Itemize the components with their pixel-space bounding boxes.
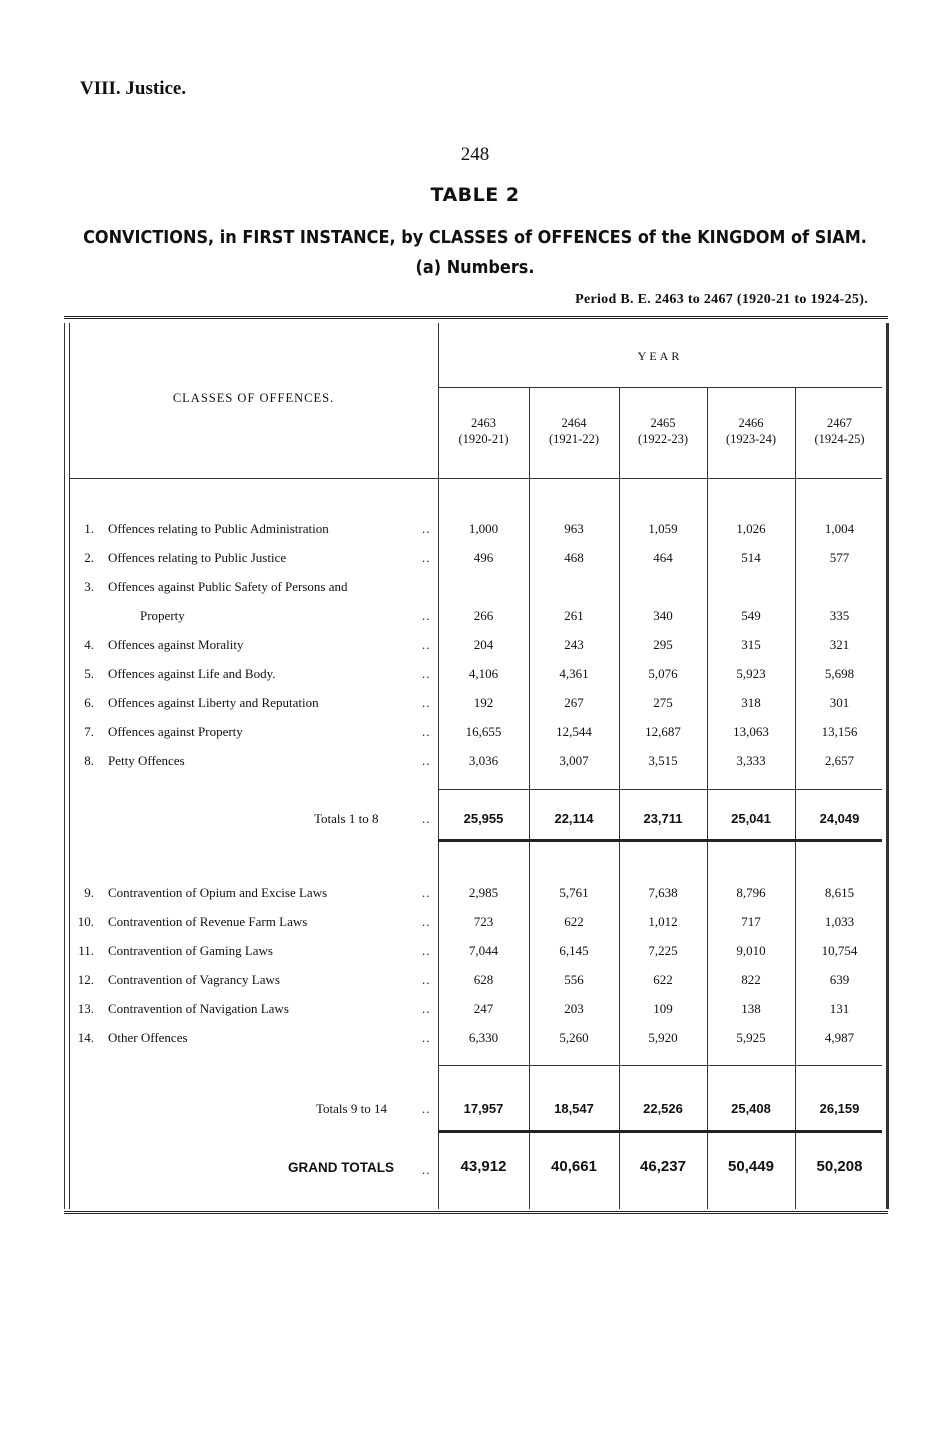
row-number: 10. <box>77 914 94 929</box>
left-border-inner <box>69 323 70 1209</box>
row-number: 14. <box>77 1030 94 1045</box>
row-number: 6. <box>84 695 94 710</box>
table-cell: 7,225 <box>648 943 678 958</box>
table-cell: 295 <box>653 637 673 652</box>
year-ad: (1924-25) <box>814 432 865 446</box>
table-cell: 4,106 <box>468 666 499 681</box>
table-cell: 717 <box>741 914 761 929</box>
table-cell: 3,515 <box>648 753 678 768</box>
row-number: 7. <box>84 724 94 739</box>
row-number: 13. <box>77 1001 94 1016</box>
offence-class-label: Contravention of Vagrancy Laws <box>108 972 280 987</box>
table-cell: 5,076 <box>648 666 678 681</box>
year-be: 2465 <box>650 416 676 430</box>
offence-class-label: Offences against Public Safety of Persons and <box>108 579 348 594</box>
leader-dots: .. <box>422 753 431 768</box>
table-cell: 8,615 <box>824 885 855 900</box>
row-number: 1. <box>84 521 94 536</box>
leader-dots: .. <box>422 695 431 710</box>
year-column-border <box>795 387 796 1209</box>
year-column-header <box>529 415 619 447</box>
row-number: 5. <box>84 666 94 681</box>
table-cell: 3,036 <box>468 753 499 768</box>
offence-class-label: Offences against Liberty and Reputation <box>108 695 319 710</box>
totals-1-to-8-cell: 22,114 <box>554 811 594 826</box>
grand-totals-cell: 50,208 <box>816 1158 863 1175</box>
totals-1-to-8-label: Totals 1 to 8 <box>314 811 379 826</box>
offence-class-label: Offences against Morality <box>108 637 244 652</box>
year-label: YEAR <box>637 349 683 363</box>
year-column-header <box>619 415 707 447</box>
table-cell: 514 <box>741 550 761 565</box>
table-cell: 5,698 <box>824 666 855 681</box>
table-cell: 3,333 <box>736 753 766 768</box>
table-cell: 192 <box>473 695 494 710</box>
leader-dots: .. <box>422 724 431 739</box>
table-cell: 247 <box>473 1001 494 1016</box>
table-cell: 577 <box>829 550 850 565</box>
year-rule <box>438 387 882 388</box>
year-column-border <box>619 387 620 1209</box>
table-cell: 203 <box>564 1001 584 1016</box>
table-cell: 1,026 <box>736 521 766 536</box>
totals-rule <box>438 839 882 842</box>
right-border <box>886 323 889 1209</box>
grand-totals-label: GRAND TOTALS <box>288 1160 394 1175</box>
grand-totals-cell: 40,661 <box>551 1158 597 1175</box>
table-cell: 5,260 <box>559 1030 589 1045</box>
table-cell: 5,761 <box>559 885 589 900</box>
table-cell: 5,923 <box>736 666 766 681</box>
table-cell: 4,987 <box>824 1030 855 1045</box>
totals-9-to-14-cell: 18,547 <box>554 1101 594 1116</box>
table-cell: 13,063 <box>733 724 769 739</box>
year-column-border <box>529 387 530 1209</box>
section-heading: VIII. Justice. <box>80 78 187 99</box>
totals-1-to-8-cell: 23,711 <box>643 811 683 826</box>
row-number: 11. <box>78 943 94 958</box>
totals-rule <box>438 1130 882 1133</box>
leader-dots: .. <box>422 972 431 987</box>
table-cell: 12,544 <box>556 724 592 739</box>
table-cell: 496 <box>473 550 494 565</box>
table-cell: 13,156 <box>821 724 858 739</box>
table-cell: 2,657 <box>824 753 855 768</box>
year-be: 2467 <box>827 416 852 430</box>
table-cell: 131 <box>829 1001 850 1016</box>
offence-class-label: Offences relating to Public Justice <box>108 550 287 565</box>
table-cell: 318 <box>741 695 761 710</box>
totals-9-to-14-label: Totals 9 to 14 <box>316 1101 387 1116</box>
leader-dots: .. <box>422 550 431 565</box>
subtotal-rule <box>438 789 882 790</box>
table-cell: 138 <box>741 1001 761 1016</box>
year-column-header <box>795 415 884 447</box>
table-cell: 963 <box>564 521 584 536</box>
leader-dots: .. <box>422 1162 431 1177</box>
year-ad: (1921-22) <box>549 432 599 446</box>
table-cell: 267 <box>564 695 584 710</box>
table-cell: 6,330 <box>468 1030 499 1045</box>
header-rule <box>69 478 882 479</box>
table-cell: 7,044 <box>468 943 499 958</box>
table-cell: 1,012 <box>648 914 678 929</box>
table-cell: 723 <box>473 914 494 929</box>
table-cell: 622 <box>564 914 584 929</box>
table-cell: 549 <box>741 608 761 623</box>
table-cell: 468 <box>564 550 584 565</box>
leader-dots: .. <box>422 943 431 958</box>
leader-dots: .. <box>422 637 431 652</box>
offence-class-label: Offences relating to Public Administration <box>108 521 329 536</box>
leader-dots: .. <box>422 914 431 929</box>
leader-dots: .. <box>422 608 431 623</box>
subtotal-rule <box>438 1065 882 1066</box>
offence-class-label: Petty Offences <box>108 753 185 768</box>
table-cell: 1,000 <box>468 521 499 536</box>
table-cell: 1,059 <box>648 521 678 536</box>
table-cell: 639 <box>829 972 850 987</box>
row-number: 4. <box>84 637 94 652</box>
row-number: 8. <box>84 753 94 768</box>
row-number: 2. <box>84 550 94 565</box>
table-cell: 4,361 <box>559 666 589 681</box>
table-cell: 315 <box>741 637 761 652</box>
offence-class-label: Contravention of Gaming Laws <box>108 943 273 958</box>
year-ad: (1922-23) <box>638 432 688 446</box>
totals-9-to-14-cell: 26,159 <box>819 1101 860 1116</box>
year-column-header <box>707 415 795 447</box>
table-cell: 3,007 <box>559 753 589 768</box>
year-be: 2464 <box>561 416 587 430</box>
offence-class-label: Contravention of Opium and Excise Laws <box>108 885 328 900</box>
table-cell: 2,985 <box>468 885 499 900</box>
grand-totals-cell: 46,237 <box>640 1158 686 1175</box>
offence-class-label: Offences against Life and Body. <box>108 666 276 681</box>
year-column-border <box>707 387 708 1209</box>
totals-1-to-8-cell: 24,049 <box>819 811 860 826</box>
table-title: TABLE 2 <box>430 184 520 206</box>
grand-totals-cell: 43,912 <box>460 1158 507 1175</box>
table-cell: 10,754 <box>821 943 858 958</box>
table-cell: 8,796 <box>736 885 766 900</box>
table-heading: CONVICTIONS, in FIRST INSTANCE, by CLASSES of OFFENCES of the KINGDOM of SIAM. <box>83 228 867 248</box>
table-cell: 243 <box>564 637 584 652</box>
period-line: Period B. E. 2463 to 2467 (1920-21 to 1924-25). <box>575 292 868 307</box>
table-cell: 556 <box>564 972 584 987</box>
totals-9-to-14-cell: 17,957 <box>463 1101 504 1116</box>
year-ad: (1920-21) <box>458 432 509 446</box>
year-be: 2463 <box>471 416 496 430</box>
leader-dots: .. <box>422 1001 431 1016</box>
leader-dots: .. <box>422 1030 431 1045</box>
table-cell: 301 <box>829 695 850 710</box>
year-column-header <box>438 415 529 447</box>
table-cell: 628 <box>473 972 494 987</box>
totals-1-to-8-cell: 25,041 <box>731 811 771 826</box>
table-cell: 1,033 <box>824 914 855 929</box>
year-ad: (1923-24) <box>726 432 776 446</box>
offence-class-label: Contravention of Navigation Laws <box>108 1001 289 1016</box>
table-cell: 275 <box>653 695 673 710</box>
table-cell: 340 <box>653 608 673 623</box>
leader-dots: .. <box>422 811 431 826</box>
leader-dots: .. <box>422 1101 431 1116</box>
table-cell: 6,145 <box>559 943 589 958</box>
offence-class-label: Offences against Property <box>108 724 243 739</box>
totals-9-to-14-cell: 25,408 <box>731 1101 771 1116</box>
table-cell: 622 <box>653 972 673 987</box>
totals-9-to-14-cell: 22,526 <box>643 1101 683 1116</box>
table-cell: 266 <box>473 608 494 623</box>
table-subheading: (a) Numbers. <box>415 258 535 278</box>
table-cell: 12,687 <box>645 724 681 739</box>
offence-class-label-continued: Property <box>140 608 185 623</box>
table-cell: 204 <box>473 637 494 652</box>
table-cell: 9,010 <box>736 943 766 958</box>
table-cell: 261 <box>564 608 584 623</box>
table-cell: 5,920 <box>648 1030 678 1045</box>
table-cell: 109 <box>653 1001 673 1016</box>
table-cell: 1,004 <box>824 521 855 536</box>
table-cell: 822 <box>741 972 761 987</box>
table-frame <box>64 316 888 1214</box>
table-cell: 5,925 <box>736 1030 766 1045</box>
table-cell: 7,638 <box>648 885 678 900</box>
row-number: 3. <box>84 579 94 594</box>
leader-dots: .. <box>422 666 431 681</box>
offence-class-label: Contravention of Revenue Farm Laws <box>108 914 308 929</box>
grand-totals-cell: 50,449 <box>728 1158 774 1175</box>
table-cell: 16,655 <box>465 724 502 739</box>
offence-class-label: Other Offences <box>108 1030 188 1045</box>
row-number: 9. <box>84 885 94 900</box>
leader-dots: .. <box>422 885 431 900</box>
totals-1-to-8-cell: 25,955 <box>463 811 504 826</box>
table-cell: 321 <box>829 637 850 652</box>
table-cell: 464 <box>653 550 673 565</box>
leader-dots: .. <box>422 521 431 536</box>
page-number: 248 <box>460 144 490 165</box>
table-cell: 335 <box>829 608 850 623</box>
classes-header: CLASSES OF OFFENCES. <box>172 391 335 405</box>
row-number: 12. <box>77 972 94 987</box>
year-be: 2466 <box>738 416 764 430</box>
left-border <box>64 323 65 1209</box>
